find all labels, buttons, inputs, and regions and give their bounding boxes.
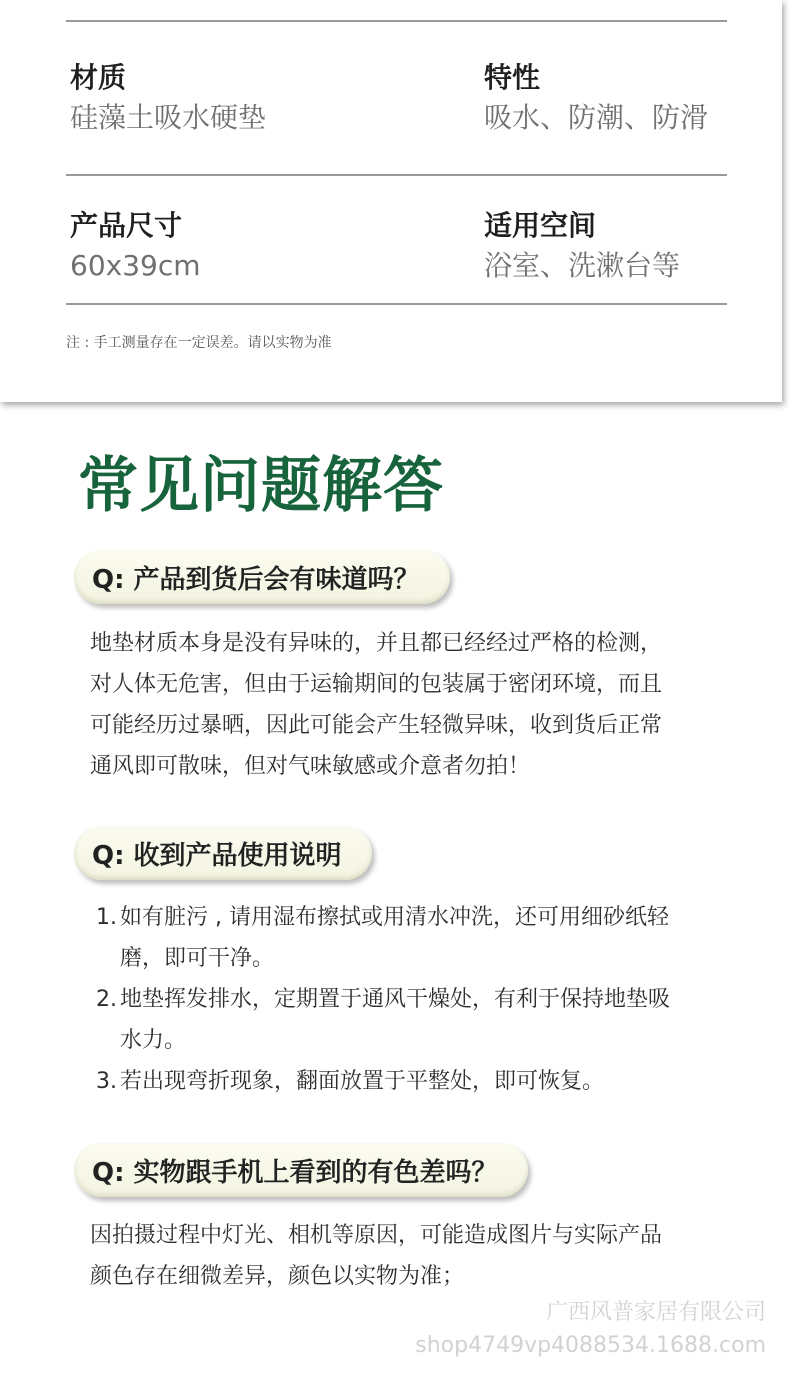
list-line: 如有脏污 , 请用湿布擦拭或用清水冲洗，还可用细砂纸轻 [120, 905, 669, 930]
question-text: Q: 收到产品使用说明 [92, 840, 342, 871]
measurement-note: 注 : 手工测量存在一定误差。请以实物为准 [66, 335, 332, 351]
answer-line: 地垫材质本身是没有异味的，并且都已经经过严格的检测， [90, 631, 663, 656]
list-number: 2. [96, 987, 117, 1012]
divider [66, 174, 727, 176]
list-number: 3. [96, 1069, 117, 1094]
spec-space [484, 208, 680, 286]
faq-answer-1 [90, 623, 730, 787]
question-text: Q: 产品到货后会有味道吗？ [92, 564, 420, 595]
list-item [96, 979, 736, 1061]
answer-line: 通风即可散味，但对气味敏感或介意者勿拍！ [90, 754, 531, 779]
spec-label: 特性 [484, 61, 541, 94]
spec-material [70, 60, 266, 138]
faq-answer-3 [90, 1215, 730, 1297]
list-line: 地垫挥发排水，定期置于通风干燥处，有利于保持地垫吸 [120, 987, 671, 1012]
faq-answer-2 [96, 897, 736, 1102]
faq-title: 常见问题解答 [78, 451, 444, 521]
faq-question-1 [74, 550, 450, 604]
list-item [96, 897, 736, 979]
spec-value: 硅藻土吸水硬垫 [70, 101, 267, 134]
list-number: 1. [96, 905, 117, 930]
spec-label: 适用空间 [484, 209, 597, 242]
answer-line: 颜色存在细微差异，颜色以实物为准； [90, 1264, 465, 1289]
spec-value: 60x39cm [70, 249, 201, 282]
faq-question-3 [74, 1143, 528, 1197]
spec-card [0, 0, 782, 402]
spec-value: 吸水、防潮、防滑 [484, 101, 709, 134]
list-line: 磨，即可干净。 [120, 946, 275, 971]
divider [66, 20, 727, 22]
answer-line: 因拍摄过程中灯光、相机等原因，可能造成图片与实际产品 [90, 1223, 663, 1248]
watermark-shop: shop4749vp4088534.1688.com [415, 1333, 766, 1358]
faq-question-2 [74, 826, 372, 880]
spec-label: 材质 [70, 61, 127, 94]
answer-line: 可能经历过暴晒，因此可能会产生轻微异味，收到货后正常 [90, 713, 663, 738]
list-item [96, 1061, 736, 1102]
question-text: Q: 实物跟手机上看到的有色差吗？ [92, 1157, 498, 1188]
watermark-company: 广西风普家居有限公司 [545, 1300, 766, 1325]
spec-size [70, 208, 201, 286]
divider [66, 303, 727, 305]
list-line: 水力。 [120, 1028, 187, 1053]
answer-line: 对人体无危害，但由于运输期间的包装属于密闭环境，而且 [90, 672, 663, 697]
spec-feature [484, 60, 708, 138]
list-line: 若出现弯折现象，翻面放置于平整处，即可恢复。 [120, 1069, 605, 1094]
spec-value: 浴室、洗漱台等 [484, 249, 681, 282]
spec-label: 产品尺寸 [70, 209, 183, 242]
